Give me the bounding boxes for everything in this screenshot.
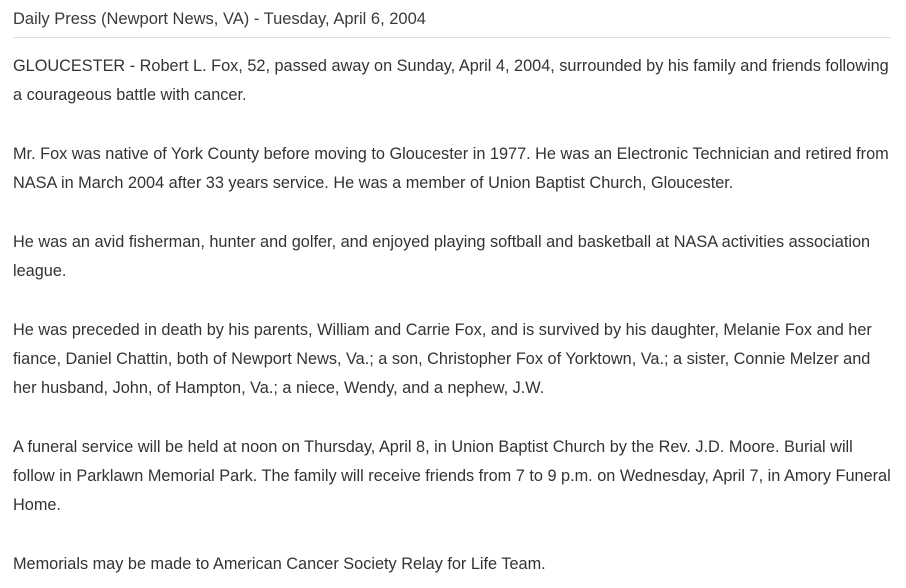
source-dateline: Daily Press (Newport News, VA) - Tuesday, April 6, 2004 (13, 8, 891, 38)
paragraph-hobbies: He was an avid fisherman, hunter and golfer, and enjoyed playing softball and basketball at NASA activities association league. (13, 232, 871, 281)
paragraph-announcement: GLOUCESTER - Robert L. Fox, 52, passed away on Sunday, April 4, 2004, surrounded by his family and friends following a courageous battle with cancer. (13, 57, 889, 105)
paragraph-survivors: He was preceded in death by his parents, William and Carrie Fox, and is survived by his daughter, Melanie Fox and her fiance, Daniel Chattin, both of Newport News, Va.; a son, Christopher Fox of Yorktown, Va.; a sister, Connie Melzer and her husband, John, of Hampton, Va.; a niece, Wendy, and a nephew, J.W. (13, 320, 872, 398)
paragraph-biography: Mr. Fox was native of York County before moving to Gloucester in 1977. He was an Electronic Technician and retired from NASA in March 2004 after 33 years service. He was a member of Union Baptist Church, Gloucester. (13, 144, 889, 193)
obituary-body (13, 52, 893, 579)
paragraph-memorials: Memorials may be made to American Cancer Society Relay for Life Team. (13, 555, 546, 574)
paragraph-services: A funeral service will be held at noon on Thursday, April 8, in Union Baptist Church by the Rev. J.D. Moore. Burial will follow in Parklawn Memorial Park. The family will receive friends from 7 to 9 p.m. on Wednesday, April 7, in Amory Funeral Home. (13, 437, 891, 515)
